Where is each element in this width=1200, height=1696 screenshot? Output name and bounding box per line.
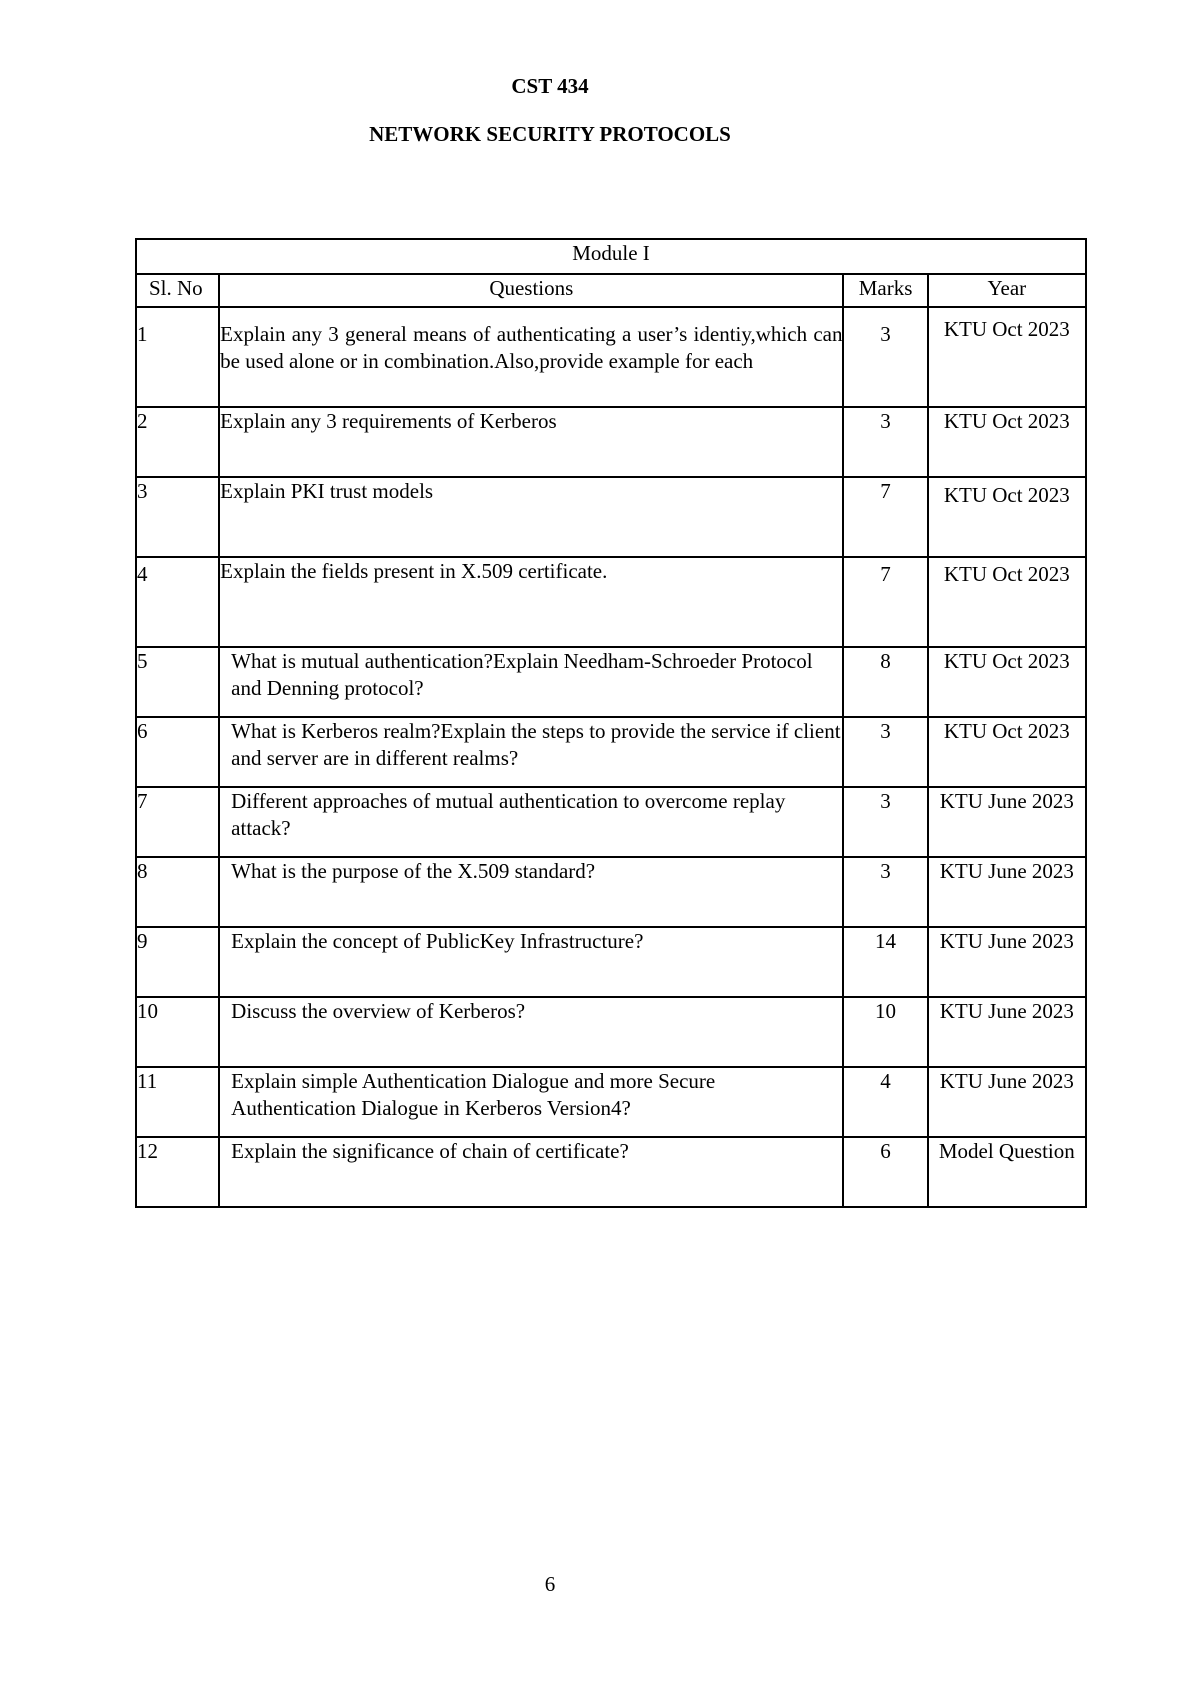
row-sl-no: 12: [136, 1137, 219, 1207]
row-question: What is mutual authentication?Explain Needham-Schroeder Protocol and Denning protocol?: [219, 647, 843, 717]
question-table: [135, 238, 1087, 1208]
row-sl-no: 10: [136, 997, 219, 1067]
column-header-questions: Questions: [219, 274, 843, 307]
row-sl-no: 3: [136, 477, 219, 557]
row-question: What is the purpose of the X.509 standard?: [219, 857, 843, 927]
row-year: KTU Oct 2023: [928, 307, 1086, 407]
row-sl-no: 7: [136, 787, 219, 857]
column-header-sl-no: Sl. No: [136, 274, 219, 307]
row-question: Explain simple Authentication Dialogue and more Secure Authentication Dialogue in Kerberos Version4?: [219, 1067, 843, 1137]
row-marks: 10: [843, 997, 927, 1067]
row-sl-no: 9: [136, 927, 219, 997]
table-row: [136, 717, 1086, 787]
module-header-row: [136, 239, 1086, 274]
row-year: KTU Oct 2023: [928, 557, 1086, 647]
row-year: Model Question: [928, 1137, 1086, 1207]
row-question: What is Kerberos realm?Explain the steps to provide the service if client and server are in different realms?: [219, 717, 843, 787]
table-row: [136, 477, 1086, 557]
row-marks: 4: [843, 1067, 927, 1137]
row-marks: 3: [843, 307, 927, 407]
table-row: [136, 1137, 1086, 1207]
row-sl-no: 5: [136, 647, 219, 717]
row-marks: 7: [843, 557, 927, 647]
row-marks: 3: [843, 407, 927, 477]
row-year: KTU June 2023: [928, 927, 1086, 997]
row-year: KTU Oct 2023: [928, 407, 1086, 477]
table-row: [136, 647, 1086, 717]
row-question: Explain any 3 general means of authenticating a user’s identiy,which can be used alone or in combination.Also,provide example for each: [219, 307, 843, 407]
row-sl-no: 6: [136, 717, 219, 787]
row-sl-no: 4: [136, 557, 219, 647]
row-question: Explain the fields present in X.509 certificate.: [219, 557, 843, 647]
module-title: Module I: [136, 239, 1086, 274]
row-question: Explain the significance of chain of certificate?: [219, 1137, 843, 1207]
page-number: 6: [544, 1572, 556, 1596]
row-year: KTU June 2023: [928, 857, 1086, 927]
table-row: [136, 787, 1086, 857]
row-year: KTU June 2023: [928, 997, 1086, 1067]
row-year: KTU Oct 2023: [928, 717, 1086, 787]
row-question: Explain the concept of PublicKey Infrastructure?: [219, 927, 843, 997]
row-marks: 3: [843, 857, 927, 927]
table-row: [136, 857, 1086, 927]
table-row: [136, 307, 1086, 407]
row-year: KTU June 2023: [928, 787, 1086, 857]
column-header-row: [136, 274, 1086, 307]
row-question: Explain any 3 requirements of Kerberos: [219, 407, 843, 477]
row-marks: 14: [843, 927, 927, 997]
row-marks: 6: [843, 1137, 927, 1207]
column-header-marks: Marks: [843, 274, 927, 307]
column-header-year: Year: [928, 274, 1086, 307]
table-row: [136, 557, 1086, 647]
row-sl-no: 8: [136, 857, 219, 927]
course-title: NETWORK SECURITY PROTOCOLS: [369, 122, 731, 146]
row-marks: 3: [843, 717, 927, 787]
row-marks: 8: [843, 647, 927, 717]
table-row: [136, 1067, 1086, 1137]
row-question: Discuss the overview of Kerberos?: [219, 997, 843, 1067]
row-year: KTU June 2023: [928, 1067, 1086, 1137]
table-row: [136, 997, 1086, 1067]
row-sl-no: 2: [136, 407, 219, 477]
row-question: Explain PKI trust models: [219, 477, 843, 557]
table-row: [136, 927, 1086, 997]
row-question: Different approaches of mutual authentication to overcome replay attack?: [219, 787, 843, 857]
table-row: [136, 407, 1086, 477]
row-marks: 3: [843, 787, 927, 857]
row-marks: 7: [843, 477, 927, 557]
row-sl-no: 11: [136, 1067, 219, 1137]
row-year: KTU Oct 2023: [928, 477, 1086, 557]
course-code: CST 434: [511, 74, 589, 98]
row-year: KTU Oct 2023: [928, 647, 1086, 717]
row-sl-no: 1: [136, 307, 219, 407]
